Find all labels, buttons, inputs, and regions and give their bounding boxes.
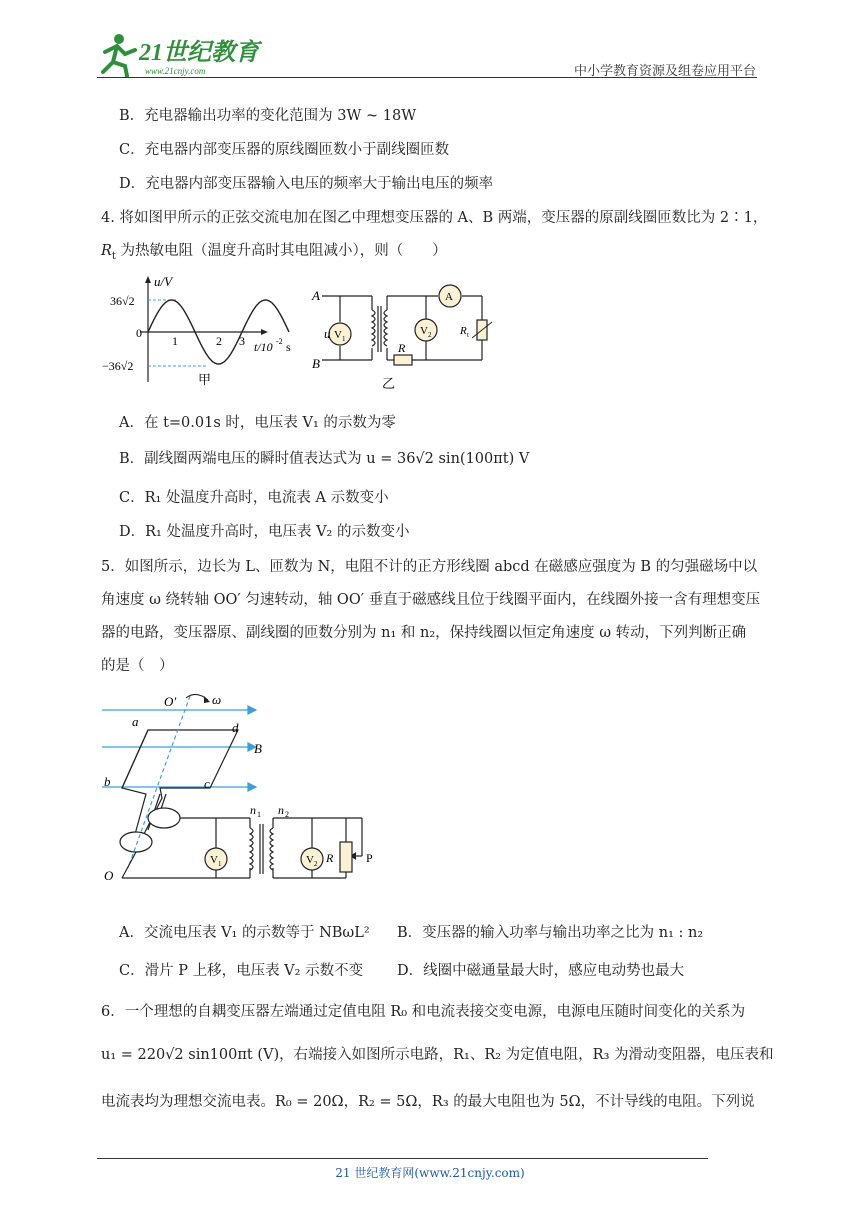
- svg-text:2: 2: [428, 331, 432, 339]
- svg-text:A: A: [445, 291, 453, 303]
- svg-text:u/V: u/V: [154, 274, 173, 289]
- prev-option-b: B．充电器输出功率的变化范围为 3W ~ 18W: [119, 108, 417, 124]
- platform-name: 中小学教育资源及组卷应用平台: [573, 64, 756, 79]
- svg-text:V: V: [210, 854, 218, 866]
- q5-option-d: D．线圈中磁通量最大时，感应电动势也最大: [397, 963, 685, 979]
- q4-stem-line1: 4. 将如图甲所示的正弦交流电加在图乙中理想变压器的 A、B 两端，变压器的原副线圈匝数比为 2∶1，: [101, 210, 768, 226]
- q4-option-d: D．R₁ 处温度升高时，电压表 V₂ 的示数变小: [119, 524, 410, 540]
- svg-text:a: a: [132, 714, 139, 729]
- svg-text:-2: -2: [276, 337, 283, 346]
- q5-stem-line4: 的是（ ）: [101, 658, 174, 674]
- svg-text:d: d: [232, 720, 239, 735]
- svg-text:P: P: [366, 851, 373, 865]
- svg-text:B: B: [312, 356, 320, 371]
- site-logo: [95, 30, 265, 80]
- q5-stem-line2: 角速度 ω 绕转轴 OO′ 匀速转动，轴 OO′ 垂直于磁感线且位于线圈平面内，在线圈外接一含有理想变压: [101, 592, 761, 608]
- svg-text:2: 2: [216, 334, 222, 348]
- svg-text:V: V: [306, 854, 314, 866]
- q5-option-a: A．交流电压表 V₁ 的示数等于 NBωL²: [119, 925, 370, 941]
- svg-text:36√2: 36√2: [110, 294, 135, 308]
- svg-text:R: R: [398, 341, 406, 355]
- svg-text:n: n: [250, 803, 256, 817]
- svg-text:1: 1: [257, 810, 261, 819]
- svg-text:R: R: [460, 325, 467, 337]
- svg-text:u: u: [324, 326, 331, 341]
- q4-figure-yi-caption: 乙: [382, 376, 396, 391]
- q5-option-b: B．变压器的输入功率与输出功率之比为 n₁ : n₂: [397, 925, 704, 941]
- q5-stem-line1: 5．如图所示，边长为 L、匝数为 N，电阻不计的正方形线圈 abcd 在磁感应强度为 B 的匀强磁场中以: [101, 559, 758, 575]
- svg-text:s: s: [286, 340, 291, 354]
- logo-url: www.21cnjy.com: [145, 66, 206, 76]
- svg-text:−36√2: −36√2: [102, 359, 134, 373]
- q4-sine-graph: [100, 272, 300, 392]
- svg-text:1: 1: [172, 334, 178, 348]
- header-rule: [97, 77, 757, 78]
- svg-text:1: 1: [342, 335, 346, 343]
- svg-text:3: 3: [239, 334, 245, 348]
- svg-text:2: 2: [285, 810, 289, 819]
- svg-text:t: t: [467, 331, 469, 339]
- q4-stem-line2: $R_t$ 为热敏电阻（温度升高时其电阻减小），则（ ）: [101, 243, 447, 262]
- prev-option-d: D．充电器内部变压器输入电压的频率大于输出电压的频率: [119, 176, 494, 192]
- svg-text:O: O: [104, 868, 114, 883]
- svg-text:ω: ω: [212, 692, 222, 707]
- q4-figure-jia-caption: 甲: [198, 372, 212, 387]
- svg-text:t/10: t/10: [254, 340, 273, 354]
- svg-text:V: V: [334, 329, 342, 341]
- q6-stem-line3: 电流表均为理想交流电表。R₀ = 20Ω，R₂ = 5Ω，R₃ 的最大电阻也为 5Ω，不计导线的电阻。下列说: [101, 1094, 755, 1110]
- svg-text:n: n: [278, 803, 284, 817]
- logo-text: 21世纪教育: [139, 40, 259, 66]
- svg-text:c: c: [204, 776, 210, 791]
- q5-rotating-coil-figure: [100, 690, 390, 902]
- q5-option-c: C．滑片 P 上移，电压表 V₂ 示数不变: [119, 963, 364, 979]
- svg-text:O′: O′: [164, 694, 177, 709]
- svg-text:b: b: [104, 774, 111, 789]
- svg-text:0: 0: [136, 326, 142, 340]
- svg-text:B: B: [254, 741, 262, 756]
- svg-text:2: 2: [314, 860, 318, 868]
- q4-transformer-circuit: [310, 282, 500, 394]
- svg-text:1: 1: [218, 860, 222, 868]
- svg-text:A: A: [312, 288, 320, 303]
- footer-rule: [97, 1158, 708, 1159]
- footer-text: 21 世纪教育网(www.21cnjy.com): [335, 1166, 525, 1180]
- prev-option-c: C．充电器内部变压器的原线圈匝数小于副线圈匝数: [119, 142, 450, 158]
- q5-stem-line3: 器的电路，变压器原、副线圈的匝数分别为 n₁ 和 n₂，保持线圈以恒定角速度 ω 转动，下列判断正确: [101, 625, 747, 641]
- q6-stem-line2: u₁ = 220√2 sin100πt (V)，右端接入如图所示电路，R₁、R₂ 为定值电阻，R₃ 为滑动变阻器，电压表和: [101, 1047, 774, 1063]
- q4-option-a: A．在 t=0.01s 时，电压表 V₁ 的示数为零: [119, 415, 396, 431]
- svg-text:R: R: [326, 851, 334, 865]
- q4-option-b: B．副线圈两端电压的瞬时值表达式为 u = 36√2 sin(100πt) V: [119, 451, 530, 467]
- q4-option-c: C．R₁ 处温度升高时，电流表 A 示数变小: [119, 490, 389, 506]
- svg-text:V: V: [420, 325, 428, 337]
- q6-stem-line1: 6．一个理想的自耦变压器左端通过定值电阻 R₀ 和电流表接交变电源，电源电压随时间变化的关系为: [101, 1004, 746, 1020]
